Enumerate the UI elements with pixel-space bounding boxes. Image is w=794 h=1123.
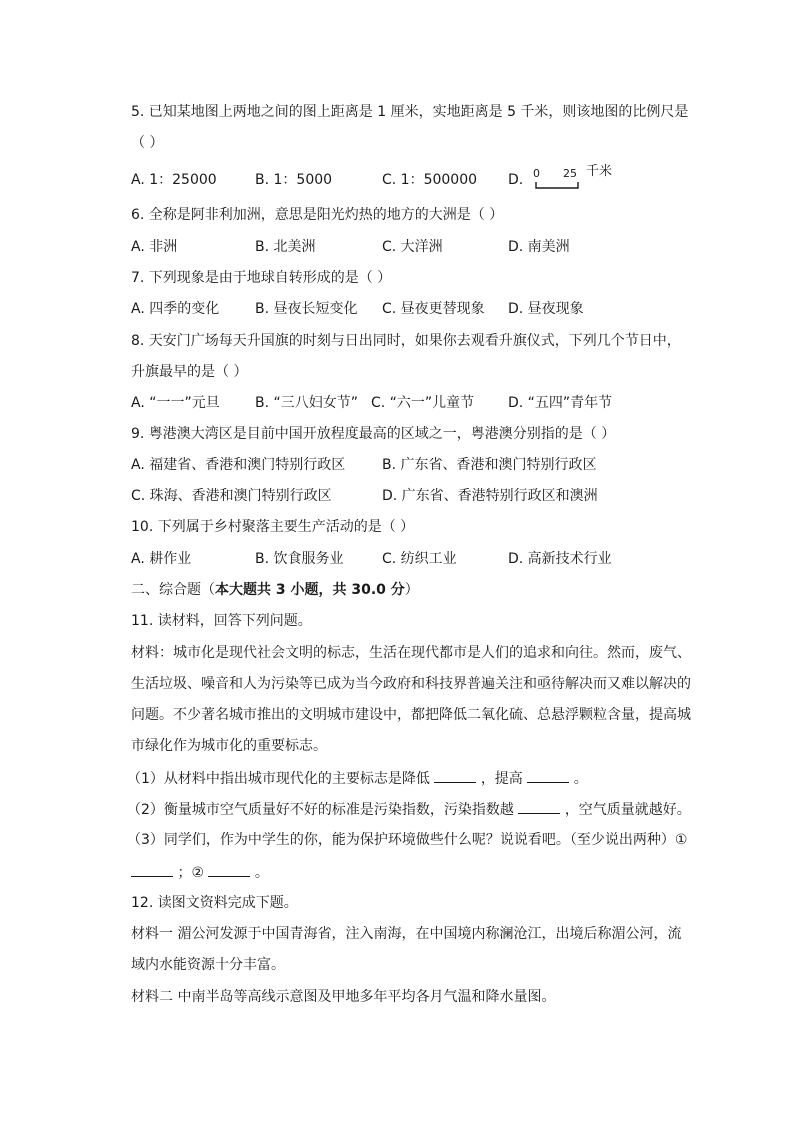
q7-stem: 7. 下列现象是由于地球自转形成的是（ ） — [131, 270, 392, 286]
section-2-suffix: ） — [404, 582, 419, 598]
q8-stem-line2: 升旗最早的是（ ） — [131, 364, 248, 380]
q8-option-c[interactable]: C. “六一”儿童节 — [371, 395, 475, 411]
q10-option-c[interactable]: C. 纺织工业 — [382, 551, 457, 567]
q11-material-line4: 市绿化作为城市化的重要标志。 — [131, 738, 327, 754]
q6-option-d[interactable]: D. 南美洲 — [508, 239, 570, 255]
q11-material-line1: 材料：城市化是现代社会文明的标志，生活在现代都市是人们的追求和向往。然而，废气、 — [131, 645, 691, 661]
q11-sub2-text-a: （2）衡量城市空气质量好不好的标准是污染指数，污染指数越 — [127, 802, 514, 818]
q8-option-b[interactable]: B. “三八妇女节” — [255, 395, 359, 411]
q11-material-line3: 问题。不少著名城市推出的文明城市建设中，都把降低二氧化硫、总悬浮颗粒含量，提高城 — [131, 707, 691, 723]
scale-bar-graphic — [531, 164, 621, 192]
q11-sub3-line1: （3）同学们，作为中学生的你，能为保护环境做些什么呢？说说看吧。（至少说出两种）① — [127, 832, 688, 848]
q5-option-d[interactable]: D. — [508, 172, 524, 188]
q10-option-a[interactable]: A. 耕作业 — [131, 551, 192, 567]
q11-sub3-text-b: ；② — [177, 865, 205, 881]
q5-option-b[interactable]: B. 1：5000 — [255, 172, 333, 188]
q7-option-d[interactable]: D. 昼夜现象 — [508, 301, 584, 317]
q11-sub2-text-b: ，空气质量就越好。 — [564, 802, 691, 818]
q10-option-b[interactable]: B. 饮食服务业 — [255, 551, 344, 567]
q9-option-d[interactable]: D. 广东省、香港特别行政区和澳洲 — [382, 488, 598, 504]
q11-sub3-blank-1[interactable] — [131, 862, 173, 877]
scale-bar-icon — [531, 168, 591, 192]
q12-material2: 材料二 中南半岛等高线示意图及甲地多年平均各月气温和降水量图。 — [131, 989, 556, 1005]
q11-sub1-text-c: 。 — [573, 771, 588, 787]
q8-stem-line1: 8. 天安门广场每天升国旗的时刻与日出同时，如果你去观看升旗仪式，下列几个节日中， — [131, 333, 681, 349]
q11-sub3-blank-2[interactable] — [208, 862, 250, 877]
q11-sub2-blank[interactable] — [518, 799, 560, 814]
q9-stem: 9. 粤港澳大湾区是目前中国开放程度最高的区域之一，粤港澳分别指的是（ ） — [131, 426, 616, 442]
q11-sub3-line2 — [131, 862, 269, 883]
q10-options — [131, 549, 691, 569]
q9-option-a[interactable]: A. 福建省、香港和澳门特别行政区 — [131, 457, 346, 473]
q12-material1-line1: 材料一 湄公河发源于中国青海省，注入南海，在中国境内称澜沧江，出境后称湄公河，流 — [131, 926, 682, 942]
q11-sub1-blank-2[interactable] — [527, 768, 569, 783]
q12-material1-line2: 域内水能资源十分丰富。 — [131, 957, 285, 973]
q11-sub1-text-a: （1）从材料中指出城市现代化的主要标志是降低 — [127, 771, 430, 787]
q9-option-c[interactable]: C. 珠海、香港和澳门特别行政区 — [131, 488, 332, 504]
q6-options — [131, 237, 691, 257]
section-2-heading — [131, 580, 419, 600]
q8-option-d[interactable]: D. “五四”青年节 — [508, 395, 613, 411]
q12-stem: 12. 读图文资料完成下题。 — [131, 895, 298, 911]
q6-option-a[interactable]: A. 非洲 — [131, 239, 178, 255]
q6-stem: 6. 全称是阿非利加洲，意思是阳光灼热的地方的大洲是（ ） — [131, 207, 504, 223]
q9-options-row1 — [131, 455, 691, 475]
q6-option-b[interactable]: B. 北美洲 — [255, 239, 316, 255]
q7-option-b[interactable]: B. 昼夜长短变化 — [255, 301, 358, 317]
q5-option-c[interactable]: C. 1：500000 — [382, 172, 478, 188]
q9-options-row2 — [131, 486, 691, 506]
q6-option-c[interactable]: C. 大洋洲 — [382, 239, 443, 255]
q9-option-b[interactable]: B. 广东省、香港和澳门特别行政区 — [382, 457, 597, 473]
q11-sub1-blank-1[interactable] — [434, 768, 476, 783]
q5-stem-line2: （ ） — [131, 135, 164, 151]
q8-options — [131, 393, 691, 413]
q8-option-a[interactable]: A. “一一”元旦 — [131, 395, 220, 411]
q10-stem: 10. 下列属于乡村聚落主要生产活动的是（ ） — [131, 519, 415, 535]
q7-option-c[interactable]: C. 昼夜更替现象 — [382, 301, 485, 317]
scale-unit-label: 千米 — [586, 164, 613, 179]
q11-stem: 11. 读材料，回答下列问题。 — [131, 613, 312, 629]
q11-sub1-text-b: ，提高 — [480, 771, 523, 787]
q7-options — [131, 299, 691, 319]
q11-material-line2: 生活垃圾、噪音和人为污染等已成为当今政府和科技界普遍关注和亟待解决而又难以解决的 — [131, 676, 691, 692]
section-2-prefix: 二、综合题（ — [131, 582, 215, 598]
section-2-detail: 本大题共 3 小题，共 30.0 分 — [215, 582, 405, 598]
q11-sub2 — [127, 799, 691, 820]
q5-option-a[interactable]: A. 1：25000 — [131, 172, 217, 188]
scale-zero-label: 0 — [533, 167, 540, 180]
q10-option-d[interactable]: D. 高新技术行业 — [508, 551, 612, 567]
q7-option-a[interactable]: A. 四季的变化 — [131, 301, 220, 317]
q11-sub1 — [127, 768, 588, 789]
q5-options — [131, 164, 691, 190]
q11-sub3-text-c: 。 — [254, 865, 269, 881]
q5-stem-line1: 5. 已知某地图上两地之间的图上距离是 1 厘米，实地距离是 5 千米，则该地图的比例尺是 — [131, 104, 689, 120]
scale-value-label: 25 — [563, 167, 577, 180]
